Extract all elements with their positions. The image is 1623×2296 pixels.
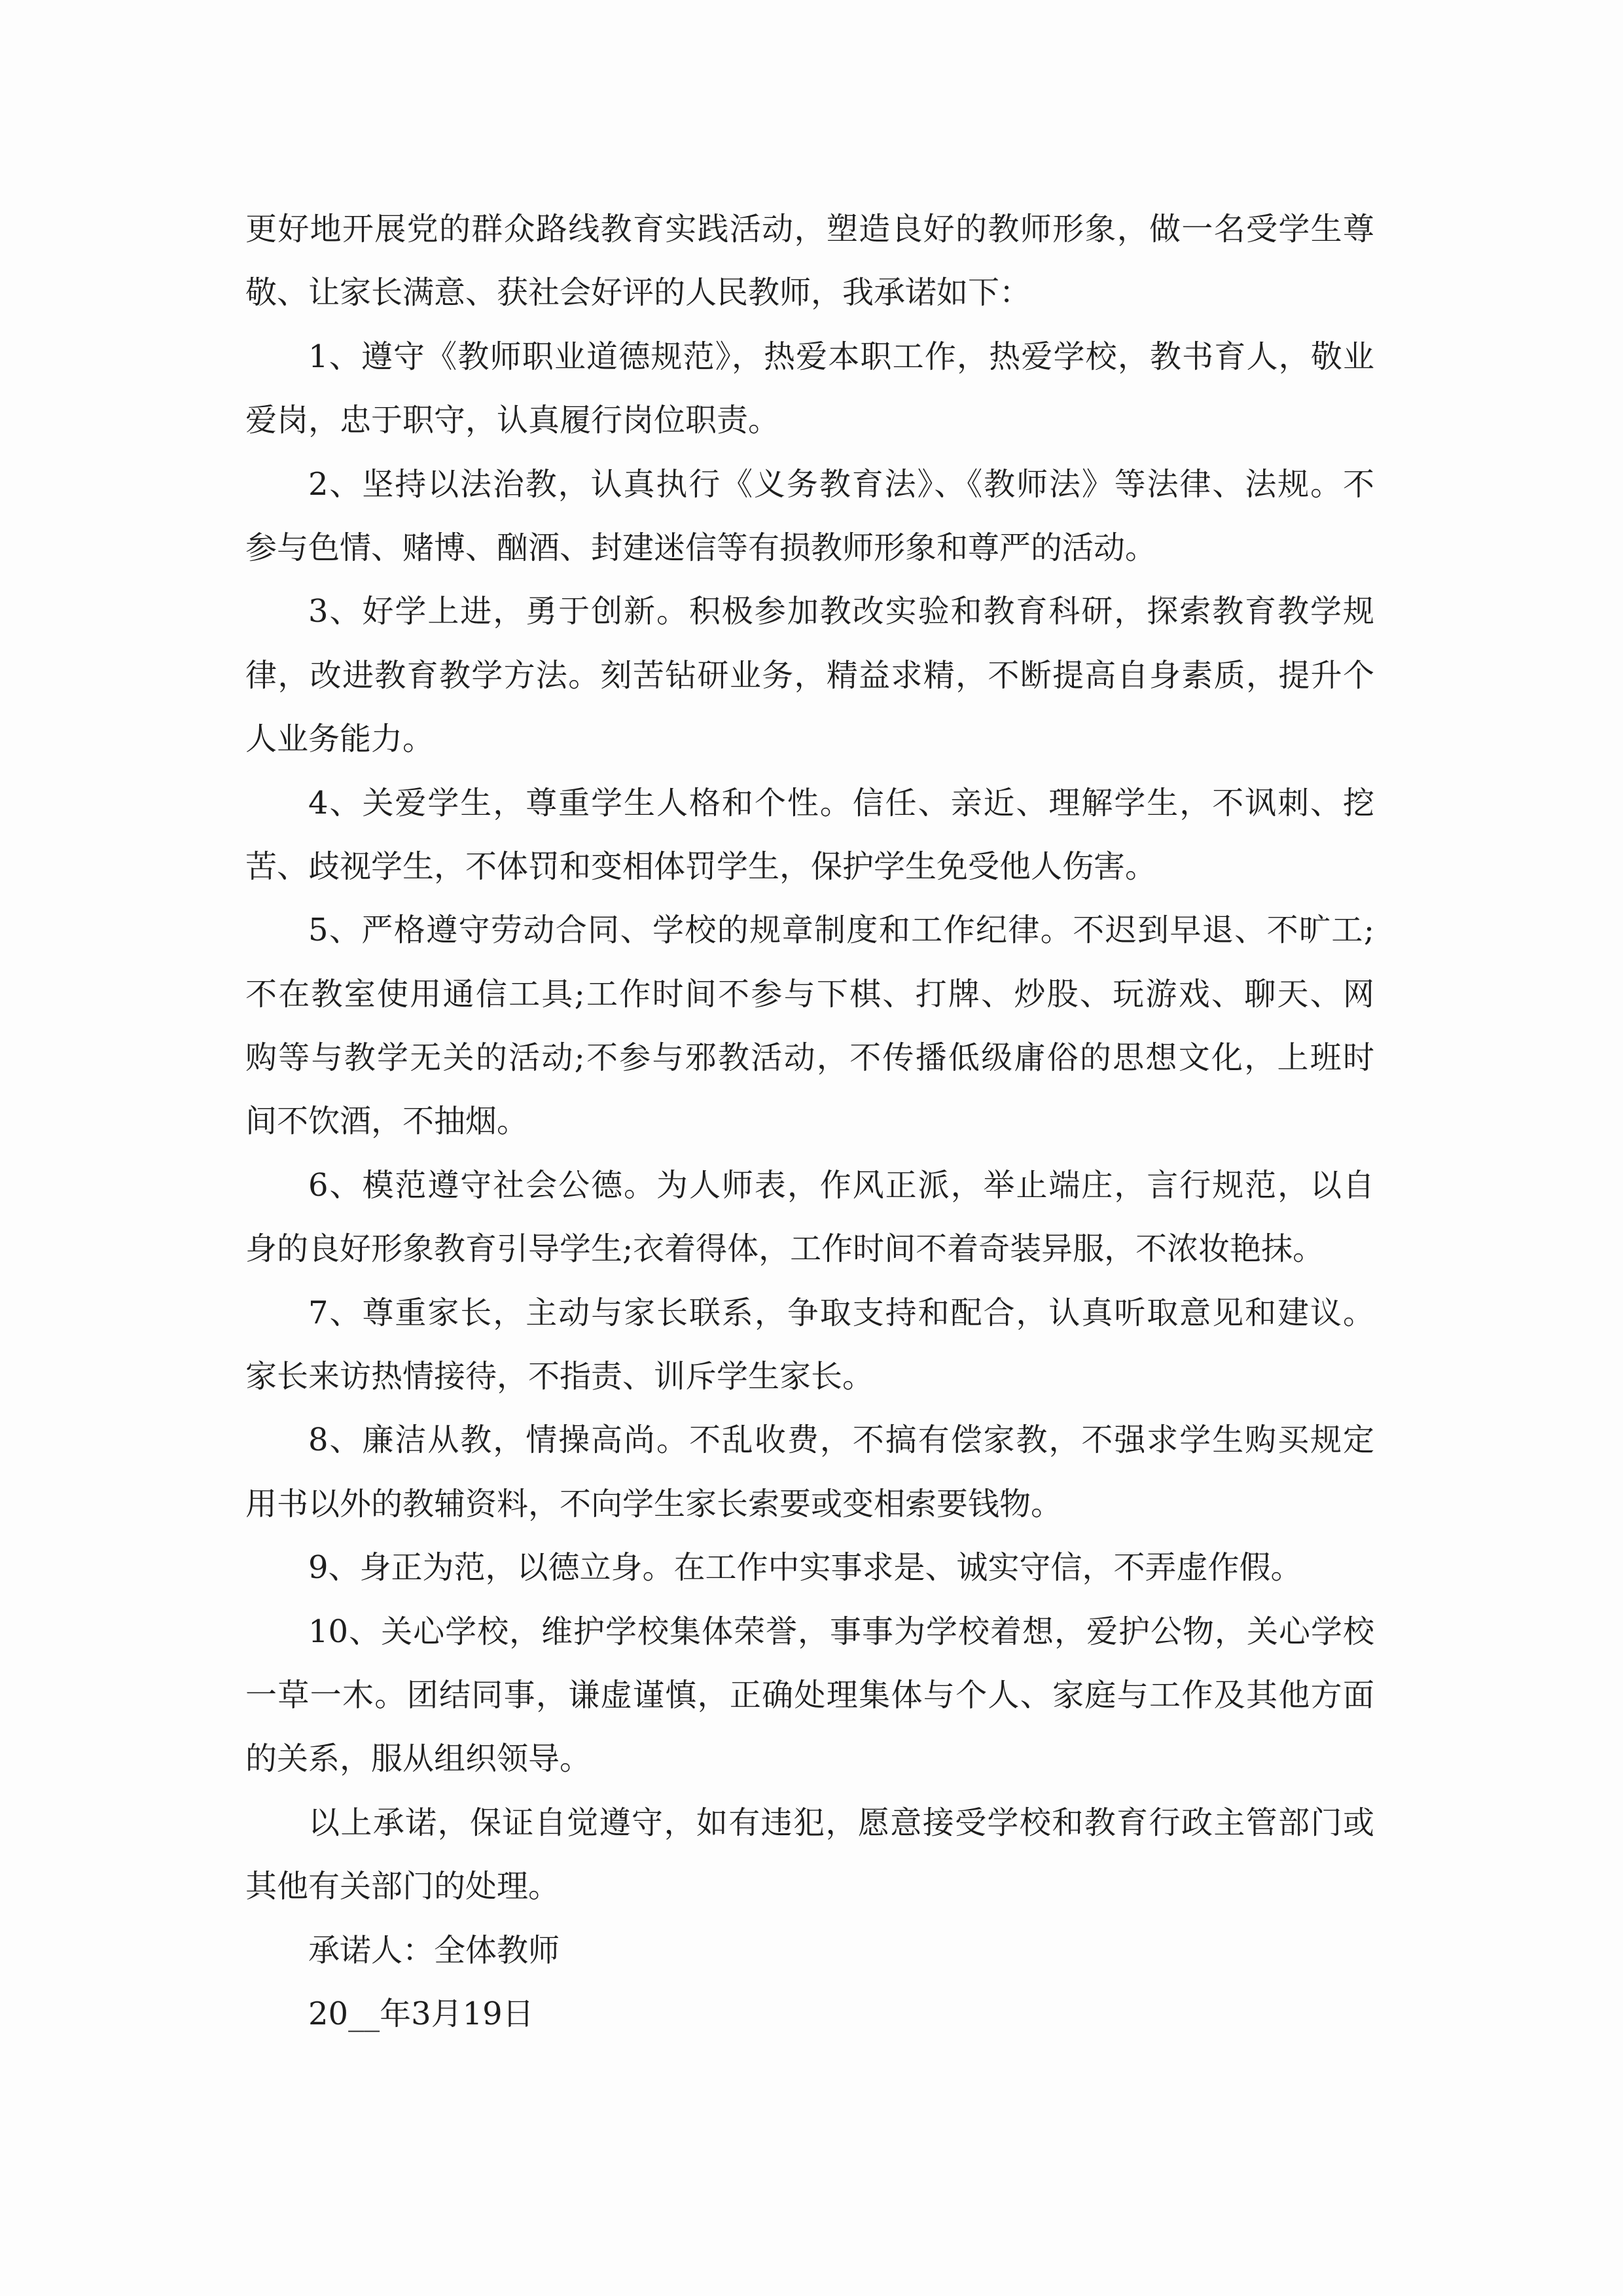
commitment-item-4 [245, 772, 1374, 899]
text-line: 用书以外的教辅资料，不向学生家长索要或变相索要钱物。 [245, 1485, 1063, 1522]
text-line: 律，改进教育教学方法。刻苦钻研业务，精益求精，不断提高自身素质，提升个 [245, 656, 1374, 694]
commitment-item-8 [245, 1408, 1374, 1536]
document-body [245, 198, 1374, 2046]
text-line: 其他有关部门的处理。 [245, 1868, 560, 1905]
text-line: 6、模范遵守社会公德。为人师表，作风正派，举止端庄，言行规范，以自 [308, 1166, 1374, 1204]
text-line: 间不饮酒，不抽烟。 [245, 1103, 529, 1140]
text-line: 1、遵守《教师职业道德规范》，热爱本职工作，热爱学校，教书育人，敬业 [308, 338, 1374, 375]
text-line: 以上承诺，保证自觉遵守，如有违犯，愿意接受学校和教育行政主管部门或 [308, 1804, 1374, 1841]
text-line: 5、严格遵守劳动合同、学校的规章制度和工作纪律。不迟到早退、不旷工; [308, 912, 1374, 949]
text-line: 爱岗，忠于职守，认真履行岗位职责。 [245, 402, 780, 439]
text-line: 2、坚持以法治教，认真执行《义务教育法》、《教师法》等法律、法规。不 [308, 465, 1374, 503]
intro-paragraph [245, 198, 1374, 325]
text-line: 10、关心学校，维护学校集体荣誉，事事为学校着想，爱护公物，关心学校 [308, 1613, 1374, 1650]
text-line: 7、尊重家长，主动与家长联系，争取支持和配合，认真听取意见和建议。 [308, 1294, 1374, 1331]
text-line: 参与色情、赌博、酗酒、封建迷信等有损教师形象和尊严的活动。 [245, 529, 1157, 566]
text-line: 家长来访热情接待，不指责、训斥学生家长。 [245, 1358, 874, 1395]
commitment-item-2 [245, 453, 1374, 581]
commitment-item-10 [245, 1600, 1374, 1791]
commitment-item-3 [245, 580, 1374, 771]
text-line: 3、好学上进，勇于创新。积极参加教改实验和教育科研，探索教育教学规 [308, 593, 1374, 630]
text-line: 苦、歧视学生，不体罚和变相体罚学生，保护学生免受他人伤害。 [245, 848, 1157, 885]
date-line [245, 1982, 1374, 2046]
text-line: 的关系，服从组织领导。 [245, 1740, 592, 1778]
text-line: 承诺人：全体教师 [308, 1931, 560, 1969]
text-line: 敬、让家长满意、获社会好评的人民教师，我承诺如下： [245, 274, 1031, 312]
text-line: 8、廉洁从教，情操高尚。不乱收费，不搞有偿家教，不强求学生购买规定 [308, 1422, 1374, 1459]
text-line: 购等与教学无关的活动;不参与邪教活动，不传播低级庸俗的思想文化，上班时 [245, 1039, 1374, 1077]
text-line: 一草一木。团结同事，谦虚谨慎，正确处理集体与个人、家庭与工作及其他方面 [245, 1676, 1374, 1713]
text-line: 不在教室使用通信工具;工作时间不参与下棋、打牌、炒股、玩游戏、聊天、网 [245, 975, 1374, 1013]
signer-line [245, 1919, 1374, 1982]
closing-paragraph [245, 1791, 1374, 1919]
text-line: 9、身正为范，以德立身。在工作中实事求是、诚实守信，不弄虚作假。 [308, 1549, 1302, 1587]
text-line: 人业务能力。 [245, 721, 435, 758]
text-line: 4、关爱学生，尊重学生人格和个性。信任、亲近、理解学生，不讽刺、挖 [308, 784, 1374, 821]
commitment-item-7 [245, 1282, 1374, 1409]
text-line: 身的良好形象教育引导学生;衣着得体，工作时间不着奇装异服，不浓妆艳抹。 [245, 1230, 1325, 1268]
text-line: 更好地开展党的群众路线教育实践活动，塑造良好的教师形象，做一名受学生尊 [245, 211, 1374, 247]
commitment-item-6 [245, 1154, 1374, 1282]
commitment-item-5 [245, 899, 1374, 1154]
text-line: 20__年3月19日 [308, 1995, 534, 2032]
commitment-item-1 [245, 325, 1374, 453]
commitment-item-9 [245, 1536, 1374, 1600]
